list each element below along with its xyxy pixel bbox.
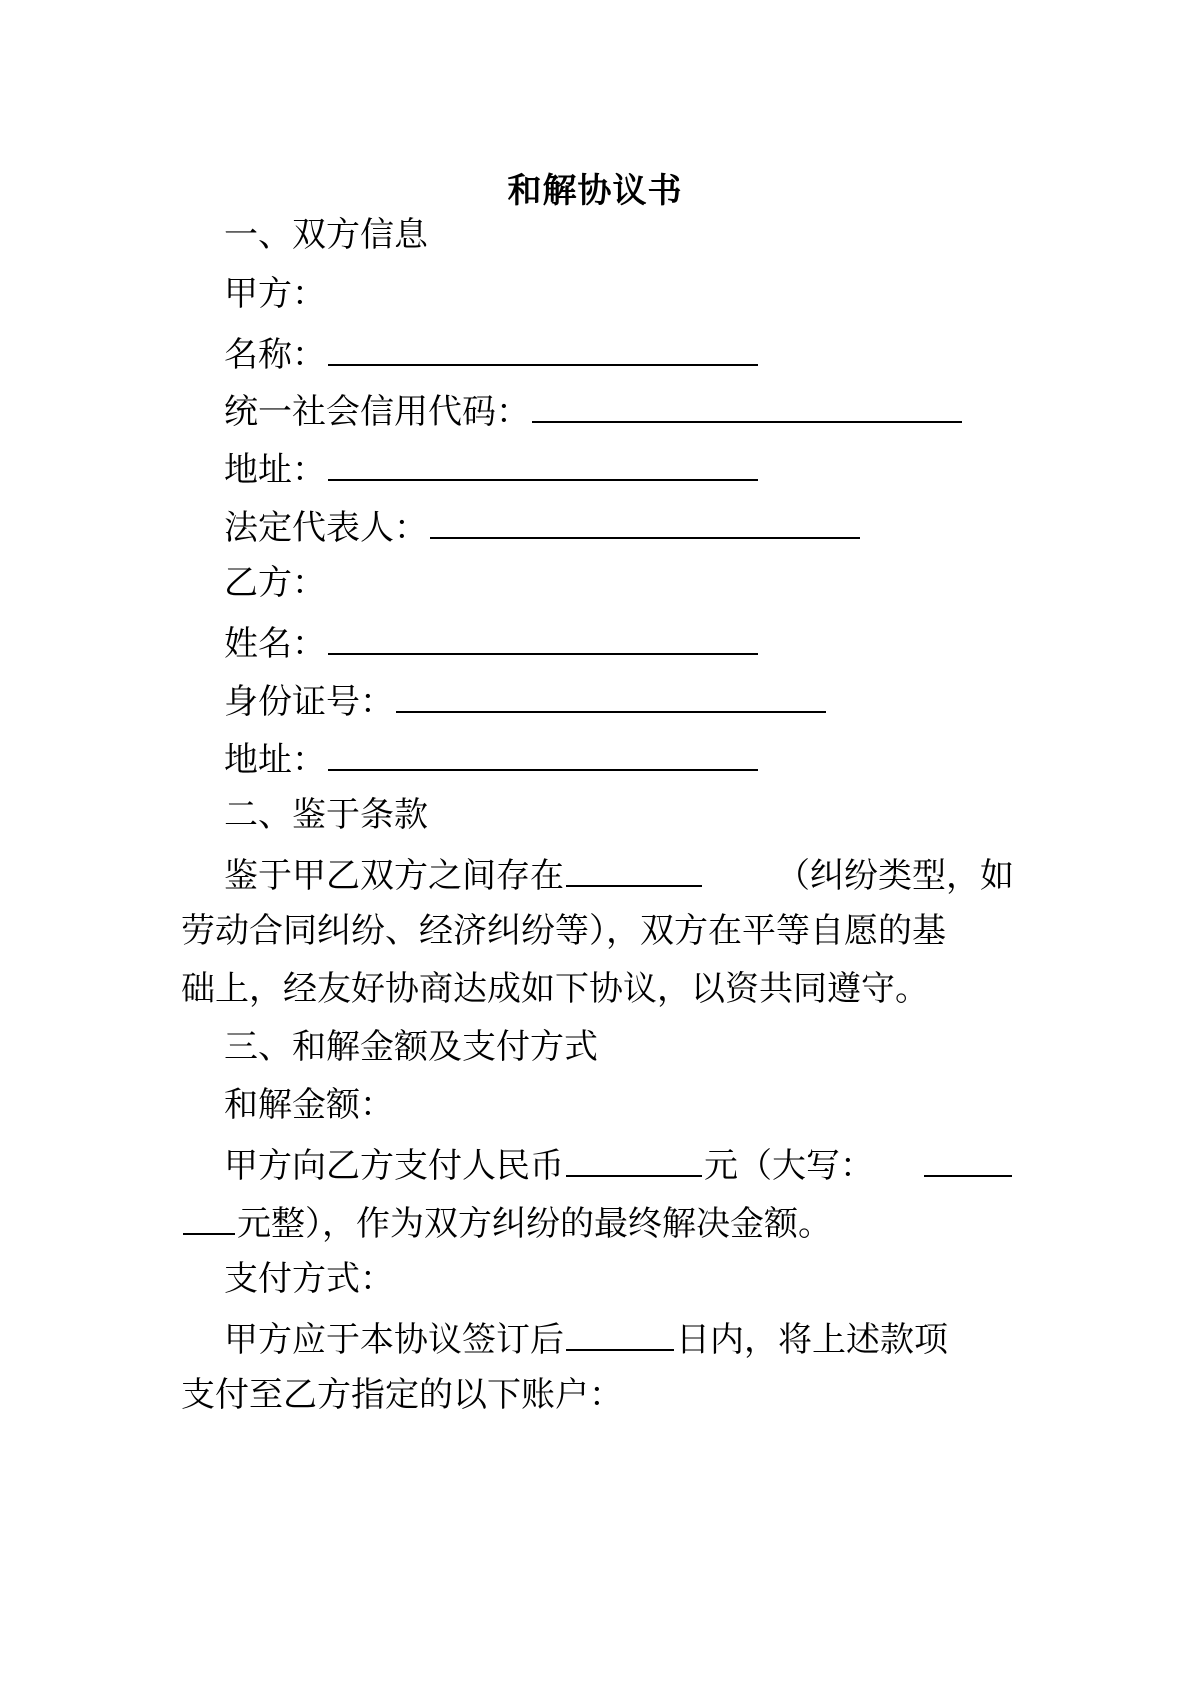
party-b-label: 乙方： bbox=[224, 563, 326, 603]
amount-words-blank[interactable] bbox=[924, 1143, 1012, 1177]
payment-line-2: 支付至乙方指定的以下账户： bbox=[181, 1375, 623, 1415]
amount-line-2: 元整），作为双方纠纷的最终解决金额。 bbox=[181, 1201, 832, 1244]
amount-line-1 bbox=[224, 1143, 1014, 1186]
party-a-address-row bbox=[224, 447, 760, 490]
dispute-type-blank[interactable] bbox=[566, 853, 702, 887]
section-2-heading: 二、鉴于条款 bbox=[224, 795, 428, 835]
recital-text-b: （纠纷类型，如 bbox=[776, 856, 1014, 896]
party-a-legal-rep-label: 法定代表人： bbox=[224, 508, 428, 548]
party-a-credit-code-blank[interactable] bbox=[532, 389, 962, 423]
party-a-credit-code-row bbox=[224, 389, 964, 432]
amount-number-blank[interactable] bbox=[566, 1143, 702, 1177]
party-a-address-label: 地址： bbox=[224, 450, 326, 490]
document-title: 和解协议书 bbox=[507, 171, 683, 211]
recital-line-2: 劳动合同纠纷、经济纠纷等），双方在平等自愿的基 bbox=[181, 911, 946, 951]
payment-days-blank[interactable] bbox=[566, 1317, 674, 1351]
amount-label: 和解金额： bbox=[224, 1085, 394, 1125]
recital-line-1 bbox=[224, 853, 1014, 896]
party-b-name-label: 姓名： bbox=[224, 624, 326, 664]
payment-label: 支付方式： bbox=[224, 1259, 394, 1299]
party-a-credit-code-label: 统一社会信用代码： bbox=[224, 392, 530, 432]
section-1-heading: 一、双方信息 bbox=[224, 215, 428, 255]
recital-text-a: 鉴于甲乙双方之间存在 bbox=[224, 853, 704, 896]
party-a-name-blank[interactable] bbox=[328, 332, 758, 366]
party-b-name-blank[interactable] bbox=[328, 621, 758, 655]
party-b-id-row bbox=[224, 679, 828, 722]
payment-line-1 bbox=[224, 1317, 1014, 1360]
party-a-name-label: 名称： bbox=[224, 335, 326, 375]
section-3-heading: 三、和解金额及支付方式 bbox=[224, 1027, 598, 1067]
amount-words-blank-cont[interactable] bbox=[183, 1201, 235, 1235]
payment-text-a: 甲方应于本协议签订后 日内，将上述款项 bbox=[224, 1317, 948, 1360]
party-b-address-blank[interactable] bbox=[328, 737, 758, 771]
party-a-label: 甲方： bbox=[224, 274, 326, 314]
party-a-legal-rep-row bbox=[224, 505, 862, 548]
party-b-id-label: 身份证号： bbox=[224, 682, 394, 722]
party-a-address-blank[interactable] bbox=[328, 447, 758, 481]
amount-text-a: 甲方向乙方支付人民币 元（大写： bbox=[224, 1143, 874, 1186]
party-b-id-blank[interactable] bbox=[396, 679, 826, 713]
party-a-legal-rep-blank[interactable] bbox=[430, 505, 860, 539]
party-b-address-label: 地址： bbox=[224, 740, 326, 780]
recital-line-3: 础上，经友好协商达成如下协议，以资共同遵守。 bbox=[181, 969, 929, 1009]
party-a-name-row bbox=[224, 332, 760, 375]
party-b-address-row bbox=[224, 737, 760, 780]
party-b-name-row bbox=[224, 621, 760, 664]
